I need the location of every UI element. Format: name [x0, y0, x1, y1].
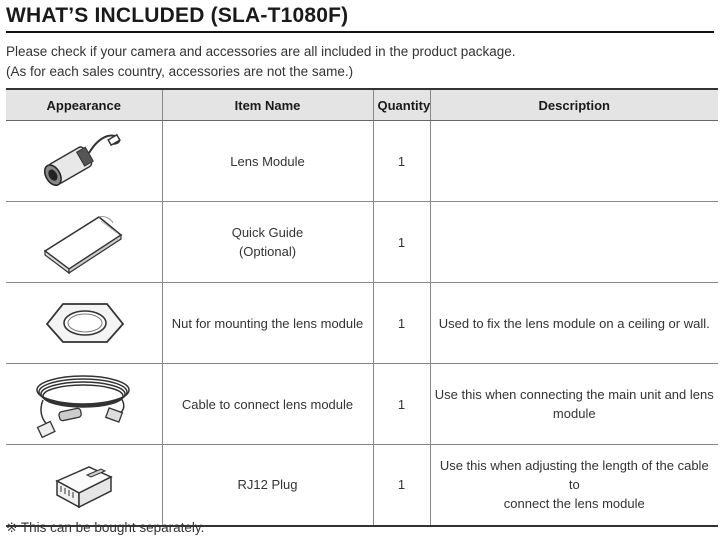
rj12-plug-icon: [49, 459, 119, 511]
column-header-item-name: Item Name: [162, 89, 373, 121]
appearance-cell: [6, 121, 162, 202]
quantity-cell: 1: [373, 445, 430, 526]
intro-line-2: (As for each sales country, accessories are not the same.): [6, 64, 354, 79]
intro-line-1: Please check if your camera and accessories are all included in the product package.: [6, 44, 516, 59]
page-title: WHAT’S INCLUDED (SLA-T1080F): [6, 4, 349, 27]
table-row: [6, 121, 718, 202]
item-name-cell: RJ12 Plug: [162, 445, 373, 526]
lens-module-icon: [29, 125, 139, 197]
quantity-cell: 1: [373, 121, 430, 202]
item-name-cell: Lens Module: [162, 121, 373, 202]
footnote: ※ This can be bought separately.: [6, 520, 205, 535]
quick-guide-icon: [39, 209, 129, 275]
item-name-cell: Cable to connect lens module: [162, 364, 373, 445]
item-name-cell: Quick Guide (Optional): [162, 202, 373, 283]
cable-icon: [29, 366, 139, 442]
intro-text: [6, 42, 516, 82]
title-rule: [6, 31, 714, 33]
table-row: [6, 202, 718, 283]
item-name-cell: Nut for mounting the lens module: [162, 283, 373, 364]
appearance-cell: [6, 202, 162, 283]
quantity-cell: 1: [373, 364, 430, 445]
appearance-cell: [6, 364, 162, 445]
quantity-cell: 1: [373, 283, 430, 364]
mounting-nut-icon: [39, 298, 129, 348]
column-header-appearance: Appearance: [6, 89, 162, 121]
included-items-table: [6, 88, 718, 527]
appearance-cell: [6, 445, 162, 526]
table-header-row: [6, 89, 718, 121]
description-cell: Use this when connecting the main unit and lens module: [430, 364, 718, 445]
quantity-cell: 1: [373, 202, 430, 283]
description-cell: Used to fix the lens module on a ceiling or wall.: [430, 283, 718, 364]
column-header-quantity: Quantity: [373, 89, 430, 121]
table-row: [6, 445, 718, 526]
description-cell: [430, 202, 718, 283]
appearance-cell: [6, 283, 162, 364]
table-row: [6, 283, 718, 364]
description-cell: [430, 121, 718, 202]
table-row: [6, 364, 718, 445]
column-header-description: Description: [430, 89, 718, 121]
description-cell: Use this when adjusting the length of the cable to connect the lens module: [430, 445, 718, 526]
